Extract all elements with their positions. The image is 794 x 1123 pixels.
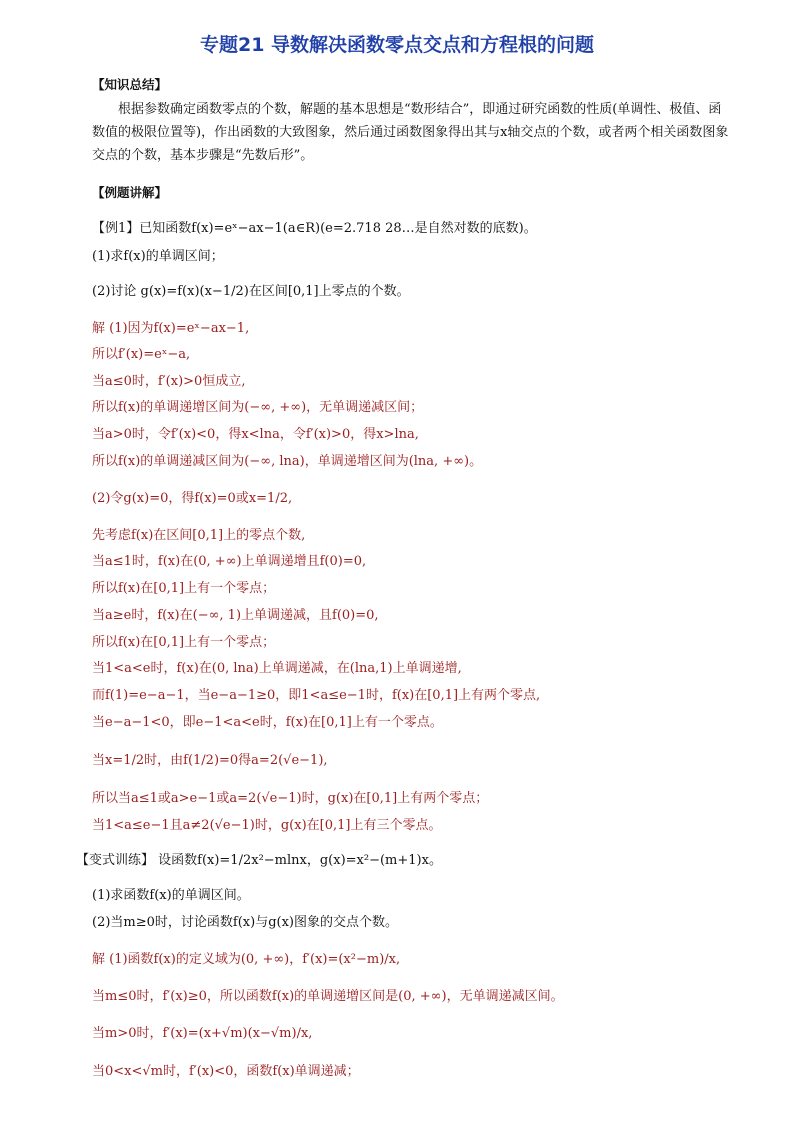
solution1-line: 而f(1)=e−a−1，当e−a−1≥0，即1<a≤e−1时，f(x)在[0,1]上有两个零点, (92, 688, 541, 703)
solution1-line: 当1<a<e时，f(x)在(0, lna)上单调递减，在(lna,1)上单调递增, (92, 661, 462, 676)
solution1-line: 当a>0时，令f′(x)<0，得x<lna，令f′(x)>0，得x>lna, (92, 427, 419, 442)
variant-question-2: (2)当m≥0时，讨论函数f(x)与g(x)图象的交点个数。 (92, 915, 398, 930)
solution1-line: 先考虑f(x)在区间[0,1]上的零点个数, (92, 528, 306, 543)
solution1-line: 当x=1/2时，由f(1/2)=0得a=2(√e−1), (92, 753, 328, 768)
solution2-line: 当m≤0时，f′(x)≥0，所以函数f(x)的单调递增区间是(0, +∞)，无单调递减区间。 (92, 989, 564, 1004)
summary-text: 根据参数确定函数零点的个数，解题的基本思想是“数形结合”，即通过研究函数的性质(单调性、极值、函数值的极限位置等)，作出函数的大致图象，然后通过函数图象得出其与x轴交点的个数，或者两个相关函数图象交点的个数，基本步骤是“先数后形”。 (92, 102, 729, 163)
solution1-line: 当a≥e时，f(x)在(−∞, 1)上单调递减，且f(0)=0, (92, 608, 379, 623)
example1-question-1: (1)求f(x)的单调区间； (92, 249, 224, 264)
page-title: 专题21 导数解决函数零点交点和方程根的问题 (199, 34, 595, 56)
solution1-line: 当a≤0时，f′(x)>0恒成立, (92, 374, 246, 389)
solution2-line: 当m>0时，f′(x)=(x+√m)(x−√m)/x, (92, 1026, 313, 1041)
solution2-line: 解 (1)函数f(x)的定义域为(0, +∞)，f′(x)=(x²−m)/x, (92, 952, 401, 967)
solution1-line: 当a≤1时，f(x)在(0, +∞)上单调递增且f(0)=0, (92, 554, 367, 569)
solution1-line: 所以f(x)在[0,1]上有一个零点； (92, 635, 276, 650)
solution1-line: 当1<a≤e−1且a≠2(√e−1)时，g(x)在[0,1]上有三个零点。 (92, 818, 442, 833)
solution1-line: 所以f(x)在[0,1]上有一个零点； (92, 581, 276, 596)
solution1-line: 当e−a−1<0，即e−1<a<e时，f(x)在[0,1]上有一个零点。 (92, 715, 443, 730)
variant-stem: 【变式训练】 设函数f(x)=1/2x²−mlnx，g(x)=x²−(m+1)x。 (76, 853, 442, 868)
section-heading-knowledge: 【知识总结】 (92, 77, 168, 92)
solution1-line: 所以f(x)的单调递减区间为(−∞, lna)，单调递增区间为(lna, +∞)。 (92, 454, 483, 469)
solution1-line: 所以f(x)的单调递增区间为(−∞, +∞)，无单调递减区间； (92, 400, 424, 415)
solution1-line: 所以f′(x)=eˣ−a, (92, 347, 191, 362)
solution1-line: 解 (1)因为f(x)=eˣ−ax−1, (92, 321, 250, 336)
summary-paragraph (92, 98, 732, 167)
section-heading-examples: 【例题讲解】 (92, 185, 168, 200)
solution1-line: 所以当a≤1或a>e−1或a=2(√e−1)时，g(x)在[0,1]上有两个零点； (92, 791, 489, 806)
solution1-line: (2)令g(x)=0，得f(x)=0或x=1/2, (92, 491, 293, 506)
example1-question-2: (2)讨论 g(x)=f(x)(x−1/2)在区间[0,1]上零点的个数。 (92, 284, 410, 299)
example1-stem: 【例1】已知函数f(x)=eˣ−ax−1(a∈R)(e=2.718 28…是自然对数的底数)。 (92, 221, 537, 236)
variant-question-1: (1)求函数f(x)的单调区间。 (92, 888, 250, 903)
solution2-line: 当0<x<√m时，f′(x)<0，函数f(x)单调递减； (92, 1064, 360, 1079)
